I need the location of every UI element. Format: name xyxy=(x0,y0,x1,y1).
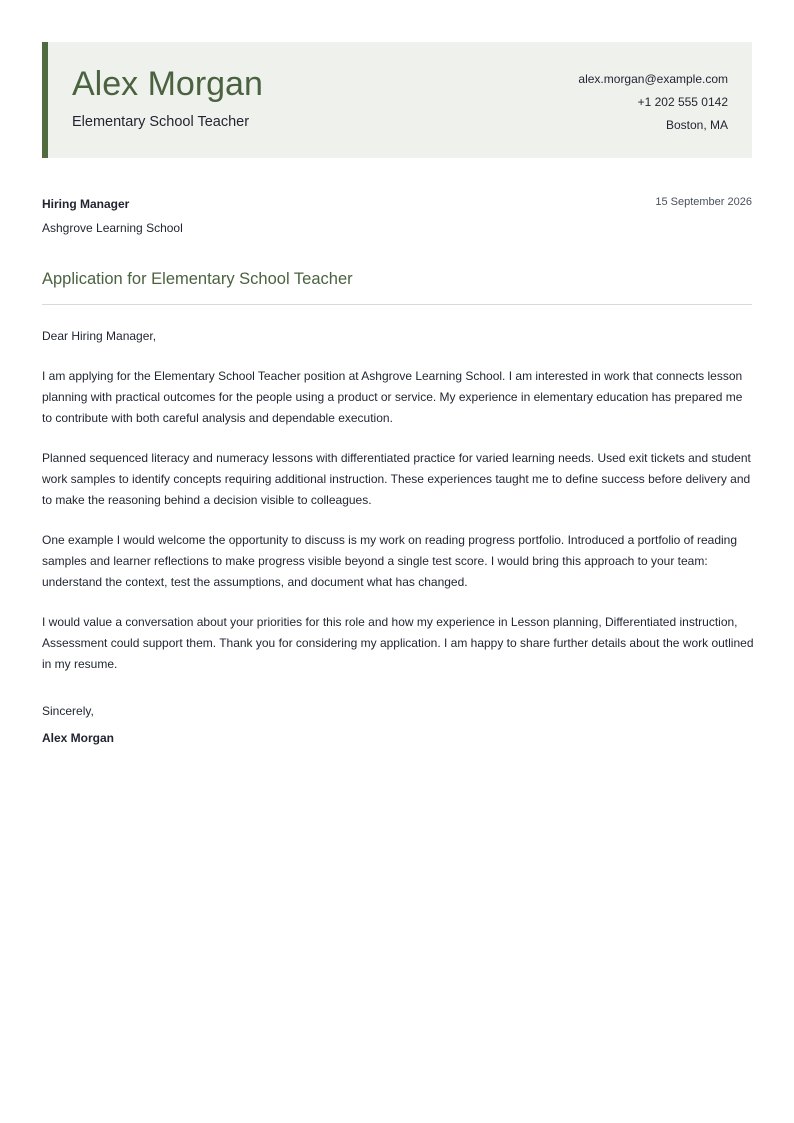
letter-body xyxy=(42,326,754,694)
recipient-block xyxy=(42,192,183,240)
applicant-title: Elementary School Teacher xyxy=(72,114,250,130)
contact-block xyxy=(578,68,728,137)
recipient-organization: Ashgrove Learning School xyxy=(42,221,183,235)
contact-phone: +1 202 555 0142 xyxy=(637,95,728,109)
salutation: Dear Hiring Manager, xyxy=(42,329,157,343)
body-paragraph: One example I would welcome the opportunity to discuss is my work on reading progress portfolio. Introduced a portfolio of reading samples and learner reflections to make progress visible beyond a single test score. I would bring this approach to your team: understand the context, test the assumptions, and document what has changed. xyxy=(42,533,738,589)
signature-name: Alex Morgan xyxy=(42,731,115,745)
contact-email: alex.morgan@example.com xyxy=(578,72,728,86)
body-paragraph: I would value a conversation about your priorities for this role and how my experience in Lesson planning, Differentiated instruction, Assessment could support them. Thank you for considering my application. I am happy to share further details about the work outlined in my resume. xyxy=(42,615,754,671)
closing: Sincerely, xyxy=(42,704,94,718)
recipient-name: Hiring Manager xyxy=(42,197,130,211)
body-paragraph: Planned sequenced literacy and numeracy lessons with differentiated practice for varied learning needs. Used exit tickets and student work samples to identify concepts requiring additional instruction. These experiences taught me to define success before delivery and to make the reasoning behind a decision visible to colleagues. xyxy=(42,451,751,507)
letter-header xyxy=(42,42,752,158)
body-paragraph: I am applying for the Elementary School Teacher position at Ashgrove Learning School. I am interested in work that connects lesson planning with practical outcomes for the people using a product or service. My experience in elementary education has prepared me to contribute with both careful analysis and dependable execution. xyxy=(42,369,743,425)
applicant-name: Alex Morgan xyxy=(72,65,263,103)
contact-location: Boston, MA xyxy=(665,118,728,132)
letter-date: 15 September 2026 xyxy=(655,196,752,208)
letter-subject: Application for Elementary School Teacher xyxy=(42,270,353,288)
divider xyxy=(42,304,752,305)
